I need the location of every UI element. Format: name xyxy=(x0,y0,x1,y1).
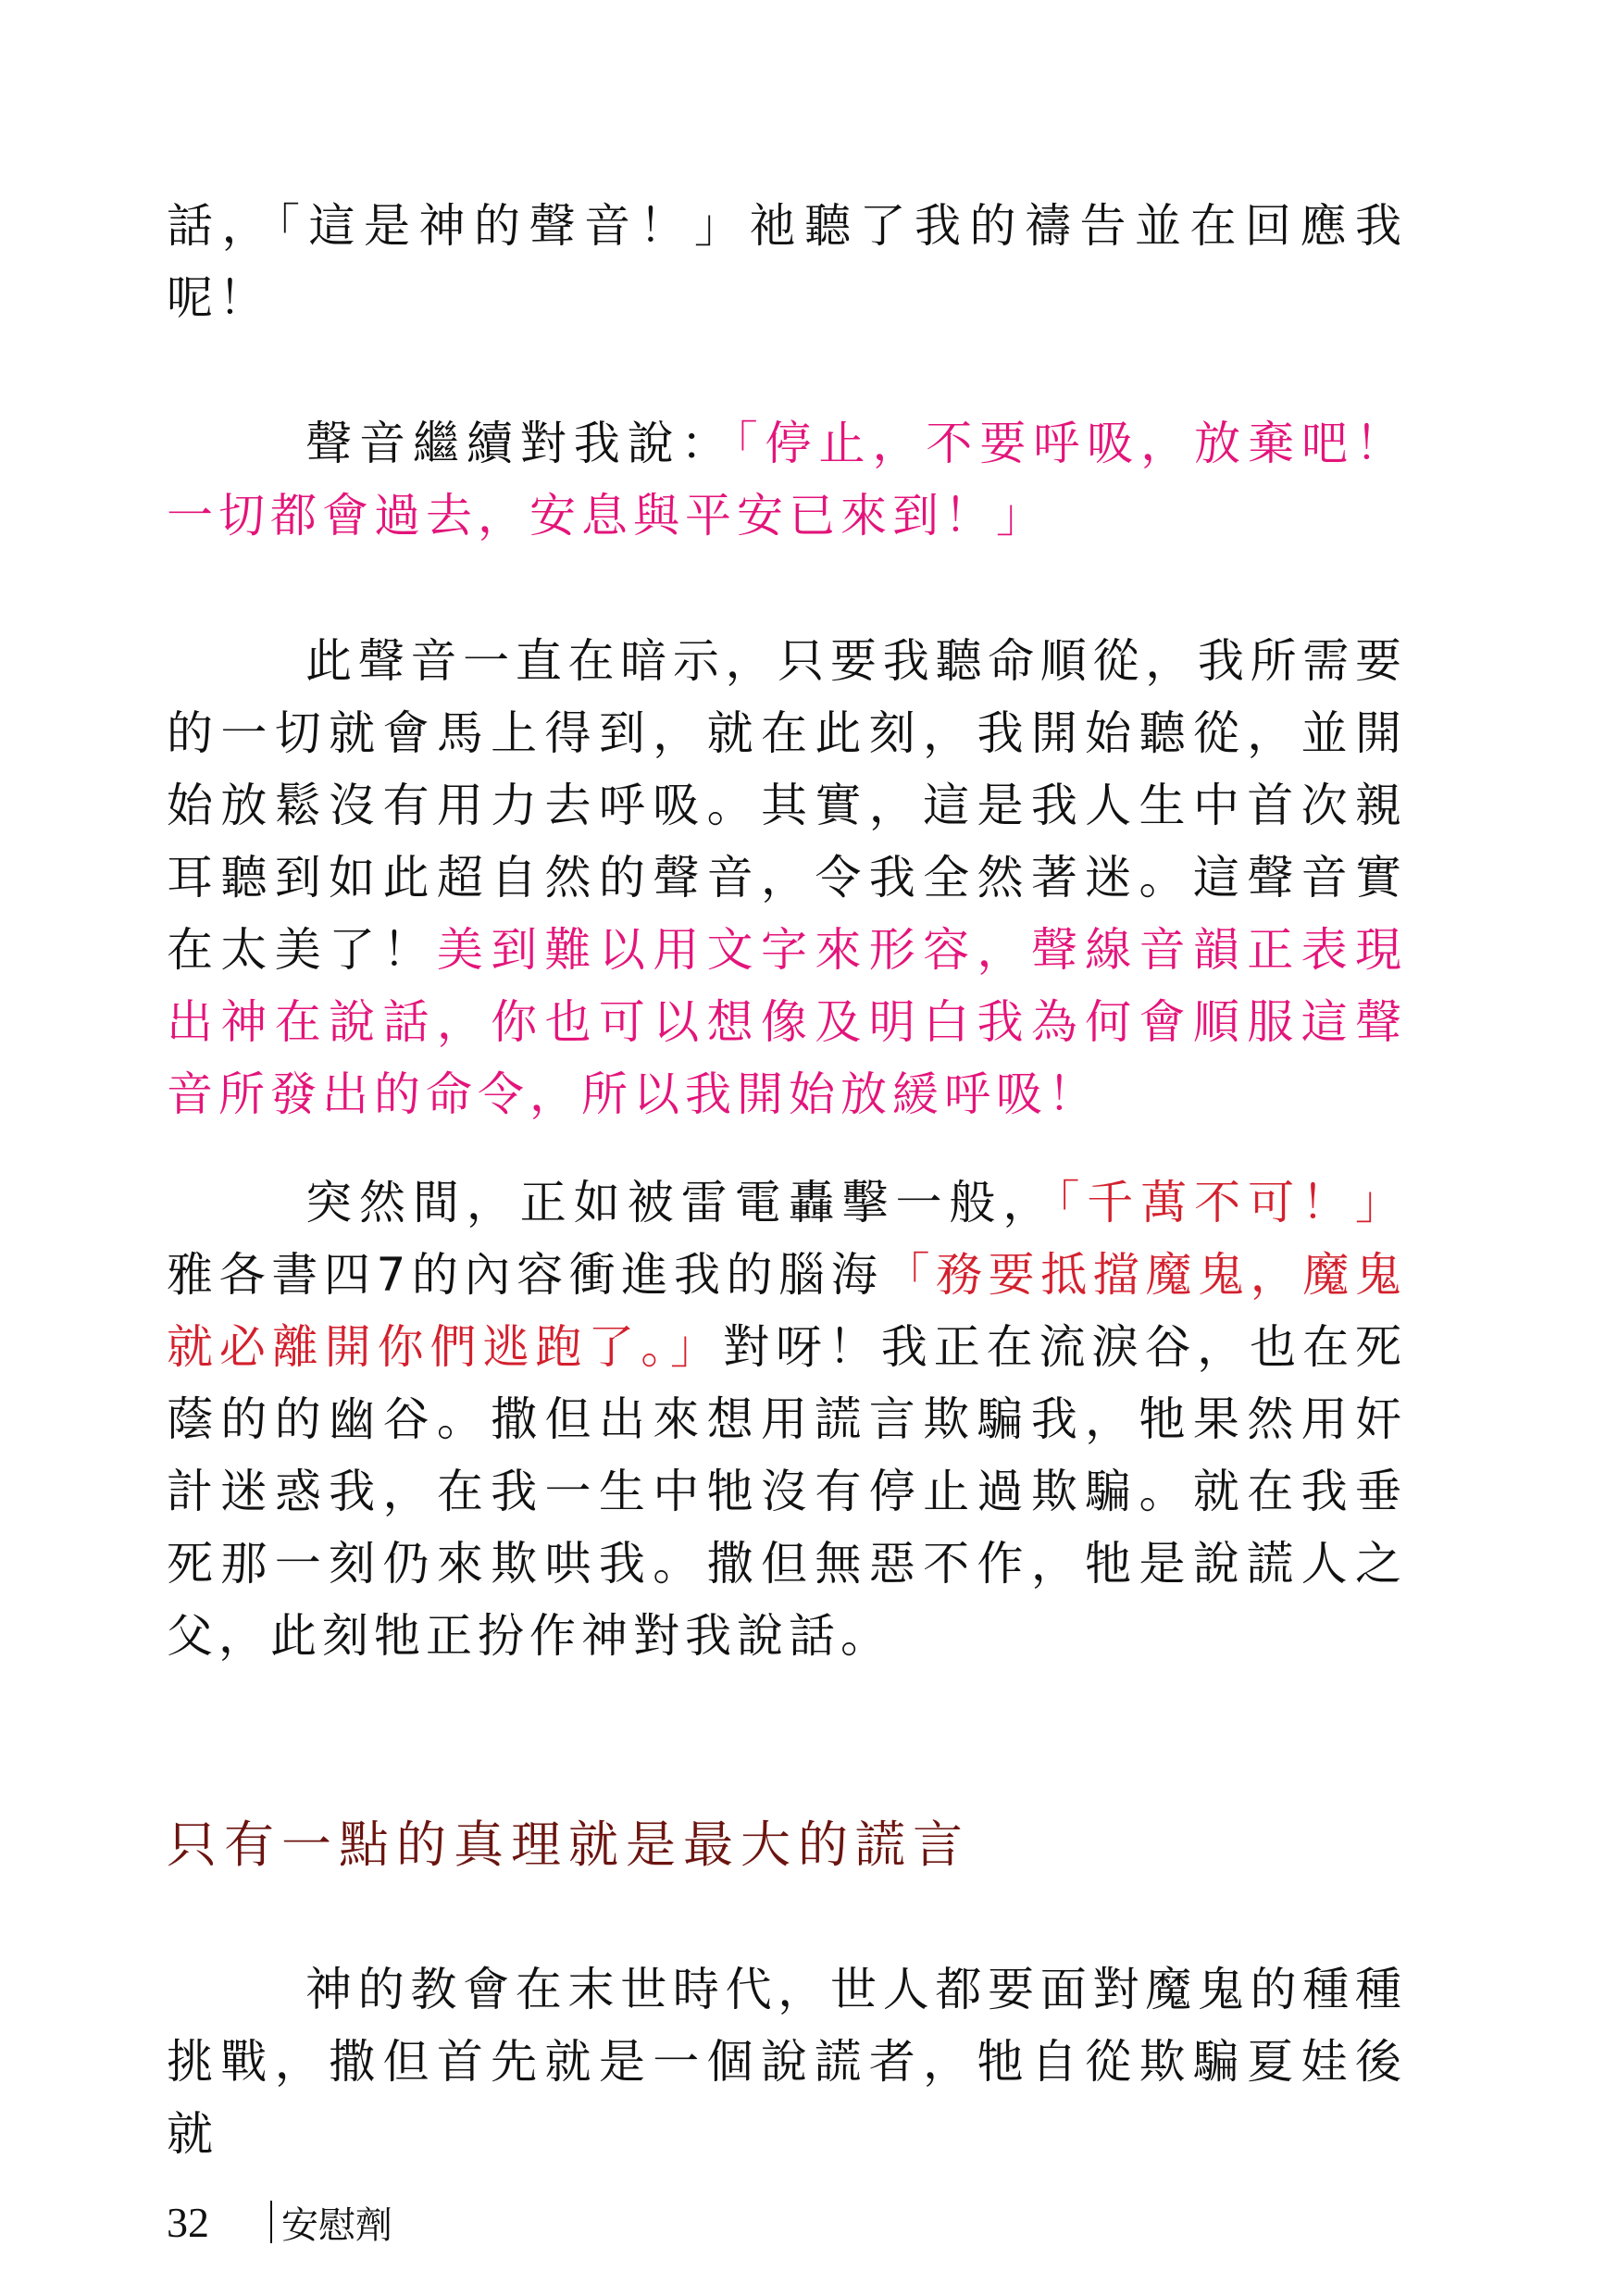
paragraph-5-text: 神的教會在末世時代，世人都要面對魔鬼的種種挑戰，撒但首先就是一個說謊者，牠自從欺騙夏娃後就 xyxy=(167,1963,1407,2161)
paragraph-4-text-a: 突然間，正如被雷電轟擊一般， xyxy=(305,1176,1057,1229)
paragraph-4 xyxy=(167,1167,1407,1672)
paragraph-3-highlight: 美到難以用文字來形容，聲線音韻正表現出神在說話，你也可以想像及明白我為何會順服這聲音所發出的命令，所以我開始放緩呼吸！ xyxy=(167,923,1408,1121)
paragraph-3-text: 此聲音一直在暗示，只要我聽命順從，我所需要的一切就會馬上得到，就在此刻，我開始聽從，並開始放鬆沒有用力去呼吸。其實，這是我人生中首次親耳聽到如此超自然的聲音，令我全然著迷。這聲音實在太美了！ xyxy=(167,634,1407,977)
paragraph-5 xyxy=(167,1953,1407,2170)
footer-divider xyxy=(270,2201,272,2243)
paragraph-1 xyxy=(167,190,1407,334)
running-title: 安慰劑 xyxy=(281,2203,392,2247)
section-heading: 只有一點的真理就是最大的謊言 xyxy=(167,1816,970,1874)
paragraph-4-quote-a: 「千萬不可！」 xyxy=(1056,1176,1408,1229)
paragraph-4-quote-b: 「務要抵擋魔鬼，魔鬼就必離開你們逃跑了。」 xyxy=(167,1248,1408,1374)
paragraph-2-highlight: 「停止，不要呼吸，放棄吧！一切都會過去，安息與平安已來到！」 xyxy=(167,417,1408,543)
paragraph-2-text: 聲音繼續對我說： xyxy=(305,417,735,470)
paragraph-2 xyxy=(167,407,1407,552)
page-footer xyxy=(167,2194,392,2250)
paragraph-4-text-c: 對呀！我正在流淚谷，也在死蔭的的幽谷。撒但出來想用謊言欺騙我，牠果然用奸計迷惑我，在我一生中牠沒有停止過欺騙。就在我垂死那一刻仍來欺哄我。撒但無惡不作，牠是說謊人之父，此刻牠正扮作神對我說話。 xyxy=(167,1320,1408,1663)
paragraph-3 xyxy=(167,625,1407,1130)
paragraph-1-text: 話，「這是神的聲音！」祂聽了我的禱告並在回應我呢！ xyxy=(167,199,1407,325)
page-number: 32 xyxy=(167,2198,209,2246)
paragraph-4-text-b: 雅各書四7的內容衝進我的腦海 xyxy=(167,1248,884,1302)
